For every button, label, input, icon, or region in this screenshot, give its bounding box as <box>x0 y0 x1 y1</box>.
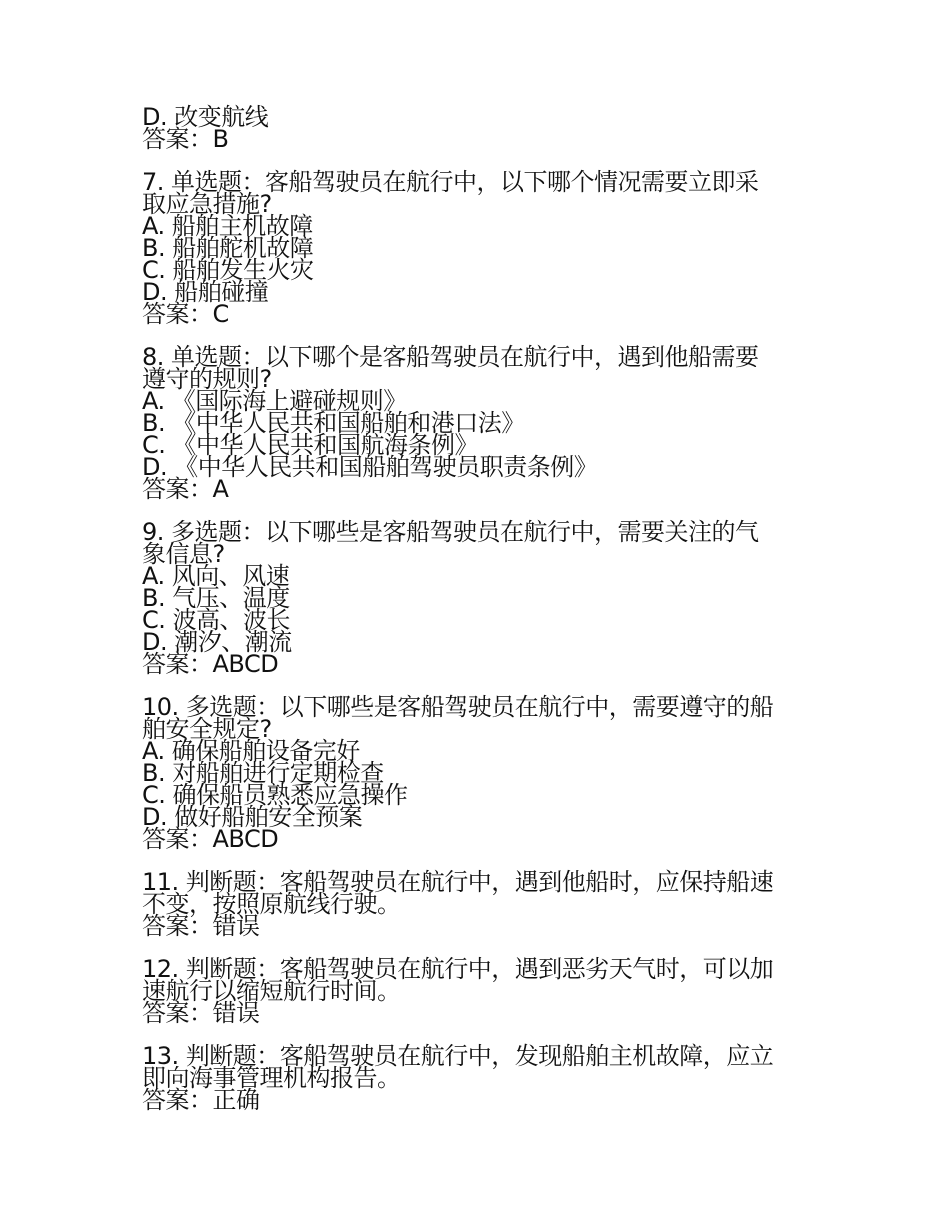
option-d: D. 改变航线 <box>142 103 269 131</box>
question-stem: 速航行以缩短航行时间。 <box>142 977 401 1005</box>
question-13 <box>142 1042 812 1114</box>
answer: 答案：C <box>142 300 229 328</box>
question-stem: 7. 单选题：客船驾驶员在航行中，以下哪个情况需要立即采 <box>142 168 759 196</box>
answer: 答案：正确 <box>142 1086 260 1114</box>
option-a: A. 确保船舶设备完好 <box>142 737 360 765</box>
option-b: B. 《中华人民共和国船舶和港口法》 <box>142 409 525 437</box>
option-a: A. 船舶主机故障 <box>142 212 313 240</box>
answer: 答案：ABCD <box>142 825 279 853</box>
option-d: D. 做好船舶安全预案 <box>142 803 363 831</box>
question-stem: 10. 多选题：以下哪些是客船驾驶员在航行中，需要遵守的船 <box>142 693 774 721</box>
question-stem: 遵守的规则? <box>142 365 272 393</box>
question-8 <box>142 343 812 503</box>
question-stem: 即向海事管理机构报告。 <box>142 1064 401 1092</box>
question-11 <box>142 868 812 940</box>
question-9 <box>142 518 812 678</box>
question-stem: 舶安全规定? <box>142 715 272 743</box>
option-c: C. 《中华人民共和国航海条例》 <box>142 431 479 459</box>
question-stem: 11. 判断题：客船驾驶员在航行中，遇到他船时，应保持船速 <box>142 868 774 896</box>
option-b: B. 船舶舵机故障 <box>142 234 314 262</box>
option-c: C. 船舶发生火灾 <box>142 256 314 284</box>
answer: 答案：B <box>142 125 229 153</box>
option-d: D. 潮汐、潮流 <box>142 628 292 656</box>
question-stem: 13. 判断题：客船驾驶员在航行中，发现船舶主机故障，应立 <box>142 1042 774 1070</box>
document-page <box>142 103 812 1132</box>
option-c: C. 确保船员熟悉应急操作 <box>142 781 408 809</box>
answer: 答案：错误 <box>142 912 260 940</box>
question-stem: 9. 多选题：以下哪些是客船驾驶员在航行中，需要关注的气 <box>142 518 759 546</box>
question-stem: 8. 单选题：以下哪个是客船驾驶员在航行中，遇到他船需要 <box>142 343 759 371</box>
option-a: A. 《国际海上避碰规则》 <box>142 387 407 415</box>
option-d: D. 《中华人民共和国船舶驾驶员职责条例》 <box>142 453 598 481</box>
question-12 <box>142 955 812 1027</box>
option-d: D. 船舶碰撞 <box>142 278 269 306</box>
question-10 <box>142 693 812 853</box>
question-stem: 12. 判断题：客船驾驶员在航行中，遇到恶劣天气时，可以加 <box>142 955 774 983</box>
answer: 答案：A <box>142 475 229 503</box>
option-b: B. 气压、温度 <box>142 584 290 612</box>
question-7 <box>142 168 812 328</box>
question-stem: 象信息? <box>142 540 225 568</box>
option-a: A. 风向、风速 <box>142 562 290 590</box>
answer: 答案：ABCD <box>142 650 279 678</box>
option-b: B. 对船舶进行定期检查 <box>142 759 384 787</box>
question-stem: 取应急措施? <box>142 190 272 218</box>
answer: 答案：错误 <box>142 999 260 1027</box>
question-stem: 不变，按照原航线行驶。 <box>142 890 401 918</box>
previous-question-tail <box>142 103 812 153</box>
option-c: C. 波高、波长 <box>142 606 291 634</box>
